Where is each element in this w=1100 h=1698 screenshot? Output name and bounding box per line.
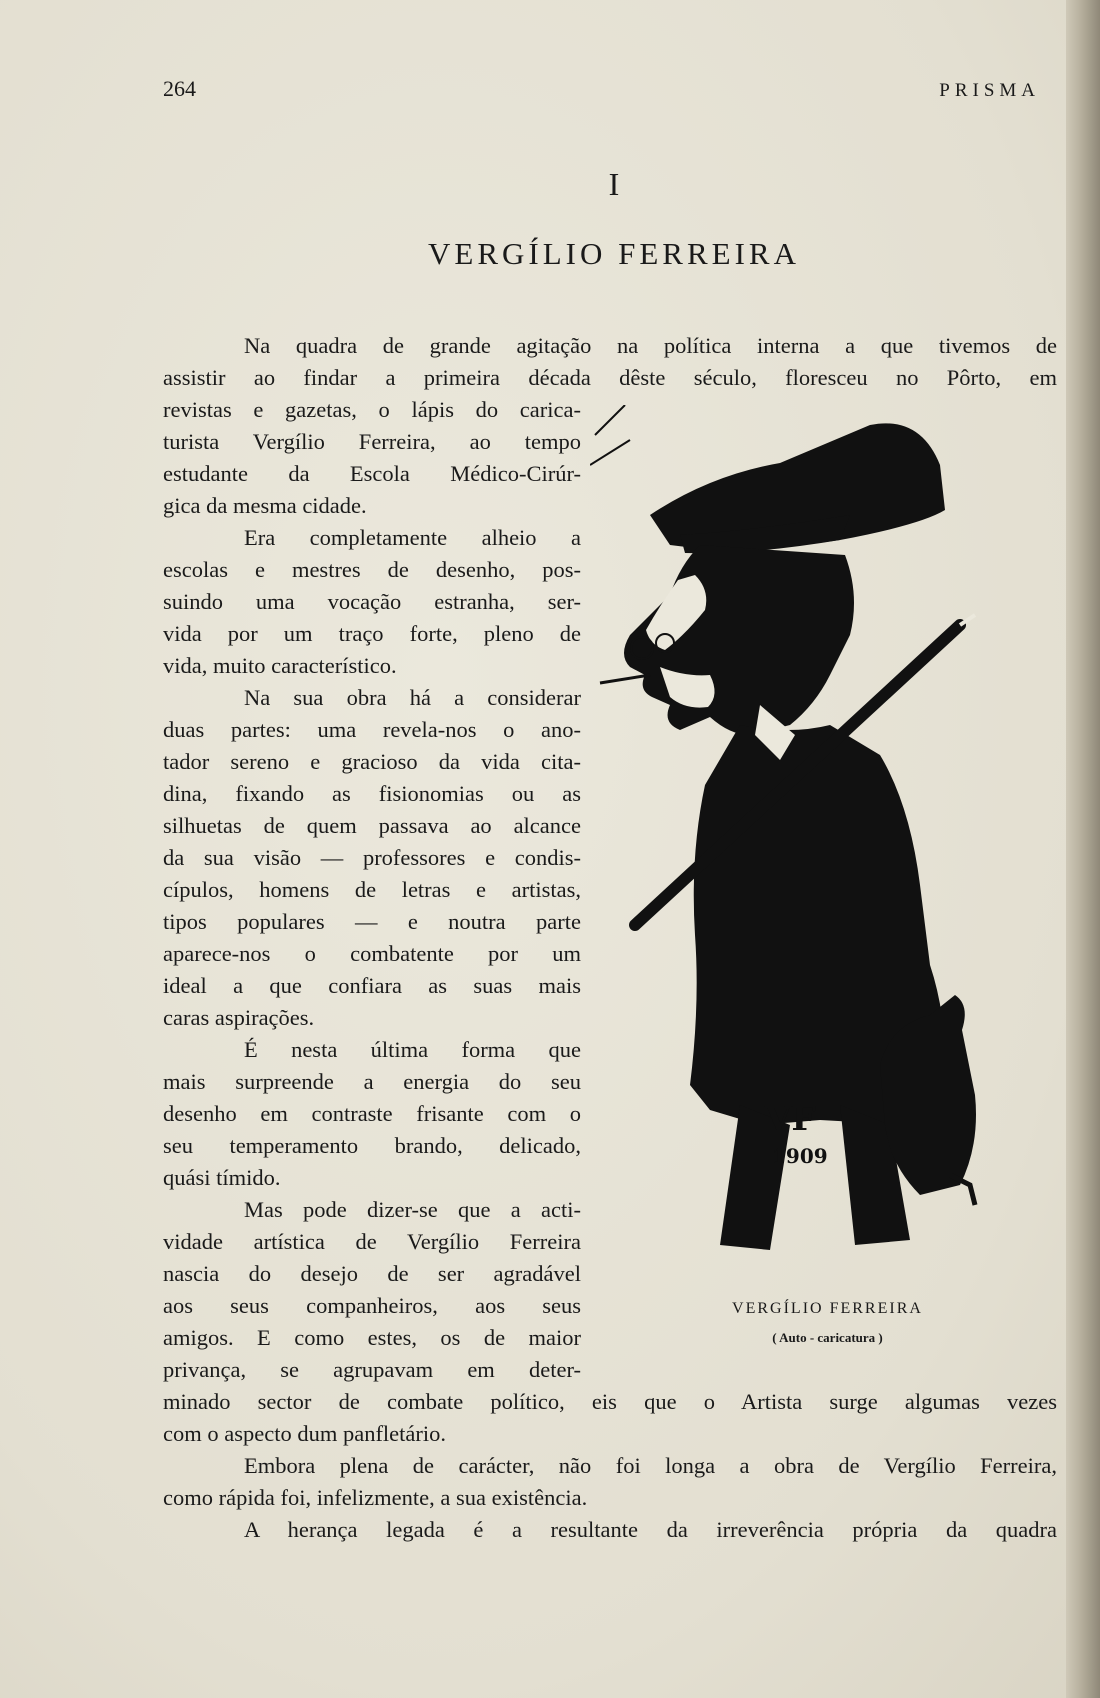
text-line: aos seus companheiros, aos seus bbox=[163, 1293, 581, 1318]
paragraph-opening-wide bbox=[163, 330, 1057, 394]
text-line: Na quadra de grande agitação na política interna a que tivemos de bbox=[244, 333, 1057, 358]
text-line: aparece-nos o combatente por um bbox=[163, 941, 581, 966]
text-line: mais surpreende a energia do seu bbox=[163, 1069, 581, 1094]
text-line: silhuetas de quem passava ao alcance bbox=[163, 813, 581, 838]
text-line: ideal a que confiara as suas mais bbox=[163, 973, 581, 998]
text-line: seu temperamento brando, delicado, bbox=[163, 1133, 581, 1158]
page-number: 264 bbox=[163, 76, 196, 101]
figure-caption: VERGÍLIO FERREIRA bbox=[732, 1300, 923, 1317]
text-line: tipos populares — e noutra parte bbox=[163, 909, 581, 934]
signature-year: 1909 bbox=[772, 1144, 828, 1168]
text-line: estudante da Escola Médico-Cirúr- bbox=[163, 461, 581, 486]
text-line: vida, muito característico. bbox=[163, 653, 397, 678]
text-line: turista Vergílio Ferreira, ao tempo bbox=[163, 429, 581, 454]
text-line: É nesta última forma que bbox=[244, 1037, 581, 1062]
text-line: revistas e gazetas, o lápis do carica- bbox=[163, 397, 581, 422]
text-line: A herança legada é a resultante da irreverência própria da quadra bbox=[244, 1517, 1057, 1542]
text-line: desenho em contraste frisante com o bbox=[163, 1101, 581, 1126]
text-line: nascia do desejo de ser agradável bbox=[163, 1261, 581, 1286]
text-line: minado sector de combate político, eis que o Artista surge algumas vezes bbox=[163, 1389, 1057, 1414]
text-line: suindo uma vocação estranha, ser- bbox=[163, 589, 581, 614]
text-line: da sua visão — professores e condis- bbox=[163, 845, 581, 870]
text-line: vidade artística de Vergílio Ferreira bbox=[163, 1229, 581, 1254]
text-line: como rápida foi, infelizmente, a sua existência. bbox=[163, 1485, 588, 1510]
figure-subcaption: ( Auto - caricatura ) bbox=[772, 1330, 883, 1345]
text-line: vida por um traço forte, pleno de bbox=[163, 621, 581, 646]
text-line: duas partes: uma revela-nos o ano- bbox=[163, 717, 581, 742]
text-line: Era completamente alheio a bbox=[244, 525, 581, 550]
signature: VF bbox=[765, 1099, 816, 1139]
article-title: VERGÍLIO FERREIRA bbox=[428, 236, 800, 271]
text-line: com o aspecto dum panfletário. bbox=[163, 1421, 447, 1446]
chapter-number: I bbox=[608, 166, 620, 202]
text-line: escolas e mestres de desenho, pos- bbox=[163, 557, 581, 582]
page-header bbox=[163, 76, 1060, 106]
text-line: dina, fixando as fisionomias ou as bbox=[163, 781, 581, 806]
auto-caricature-illustration bbox=[590, 405, 1050, 1265]
text-line: assistir ao findar a primeira década dêste século, floresceu no Pôrto, em bbox=[163, 365, 1057, 390]
text-line: gica da mesma cidade. bbox=[163, 493, 367, 518]
text-line: Embora plena de carácter, não foi longa a obra de Vergílio Ferreira, bbox=[244, 1453, 1057, 1478]
text-line: cípulos, homens de letras e artistas, bbox=[163, 877, 581, 902]
text-line: Mas pode dizer-se que a acti- bbox=[244, 1197, 581, 1222]
text-line: Na sua obra há a considerar bbox=[244, 685, 581, 710]
text-line: privança, se agrupavam em deter- bbox=[163, 1357, 581, 1382]
running-title: PRISMA bbox=[939, 80, 1040, 101]
text-line: tador sereno e gracioso da vida cita- bbox=[163, 749, 581, 774]
paragraph-closing-wide bbox=[163, 1386, 1057, 1546]
text-line: amigos. E como estes, os de maior bbox=[163, 1325, 581, 1350]
text-line: quási tímido. bbox=[163, 1165, 281, 1190]
text-line: caras aspirações. bbox=[163, 1005, 315, 1030]
